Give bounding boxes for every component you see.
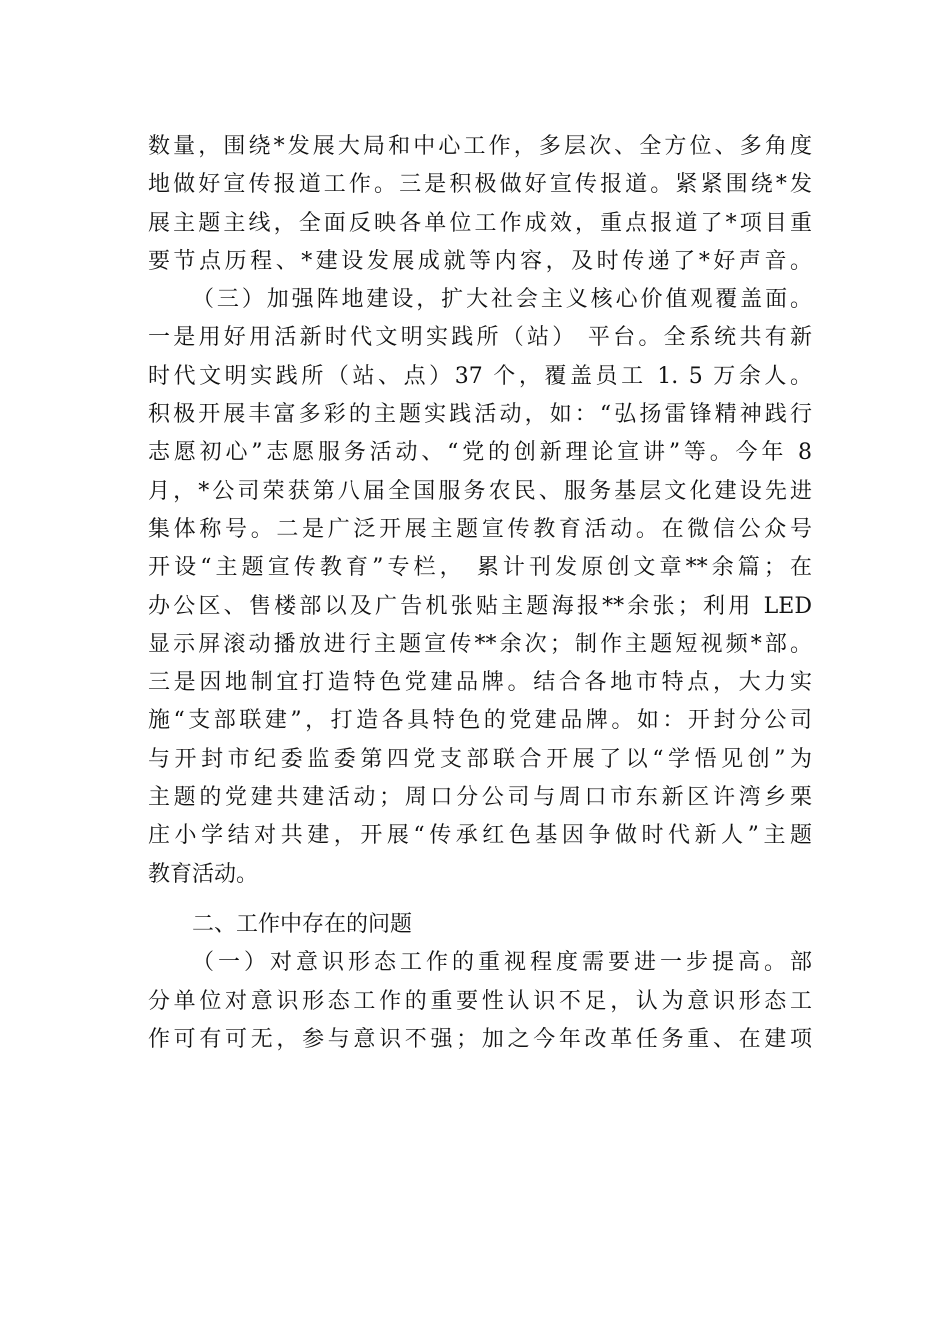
text-line: （三）加强阵地建设，扩大社会主义核心价值观覆盖面。 (192, 287, 812, 313)
section-heading: 二、工作中存在的问题 (192, 911, 413, 937)
text-line: 月，*公司荣获第八届全国服务农民、服务基层文化建设先进 (148, 478, 812, 504)
text-line: 与开封市纪委监委第四党支部联合开展了以“学悟见创”为 (148, 746, 812, 772)
text-line: 开设“主题宣传教育”专栏， 累计刊发原创文章**余篇；在 (148, 555, 812, 581)
text-line: （一）对意识形态工作的重视程度需要进一步提高。部 (192, 950, 812, 976)
paragraph-position-building (148, 281, 812, 894)
text-line: 教育活动。 (148, 861, 259, 887)
text-line: 时代文明实践所（站、点）37 个，覆盖员工 1. 5 万余人。 (148, 363, 812, 389)
text-line: 作可有可无，参与意识不强；加之今年改革任务重、在建项 (148, 1026, 812, 1052)
text-line: 集体称号。二是广泛开展主题宣传教育活动。在微信公众号 (148, 516, 812, 542)
text-line: 显示屏滚动播放进行主题宣传**余次；制作主题短视频*部。 (148, 631, 812, 657)
paragraph-publicity (148, 128, 812, 281)
text-line: 庄小学结对共建，开展“传承红色基因争做时代新人”主题 (148, 823, 812, 849)
text-line: 一是用好用活新时代文明实践所（站） 平台。全系统共有新 (148, 325, 812, 351)
paragraph-problems (148, 944, 812, 1059)
text-line: 要节点历程、*建设发展成就等内容，及时传递了*好声音。 (148, 248, 812, 274)
text-line: 数量，围绕*发展大局和中心工作，多层次、全方位、多角度 (148, 134, 812, 159)
text-line: 分单位对意识形态工作的重要性认识不足，认为意识形态工 (148, 988, 812, 1014)
text-line: 主题的党建共建活动；周口分公司与周口市东新区许湾乡栗 (148, 785, 812, 811)
document-page (148, 128, 812, 1059)
text-line: 地做好宣传报道工作。三是积极做好宣传报道。紧紧围绕*发 (148, 172, 812, 198)
text-line: 施“支部联建”，打造各具特色的党建品牌。如：开封分公司 (148, 708, 812, 734)
text-line: 三是因地制宜打造特色党建品牌。结合各地市特点，大力实 (148, 670, 812, 696)
text-line: 积极开展丰富多彩的主题实践活动，如：“弘扬雷锋精神践行 (148, 402, 812, 428)
text-line: 展主题主线，全面反映各单位工作成效，重点报道了*项目重 (148, 210, 812, 236)
text-line: 办公区、售楼部以及广告机张贴主题海报**余张；利用 LED (148, 593, 812, 619)
text-line: 志愿初心”志愿服务活动、“党的创新理论宣讲”等。今年 8 (148, 440, 812, 466)
